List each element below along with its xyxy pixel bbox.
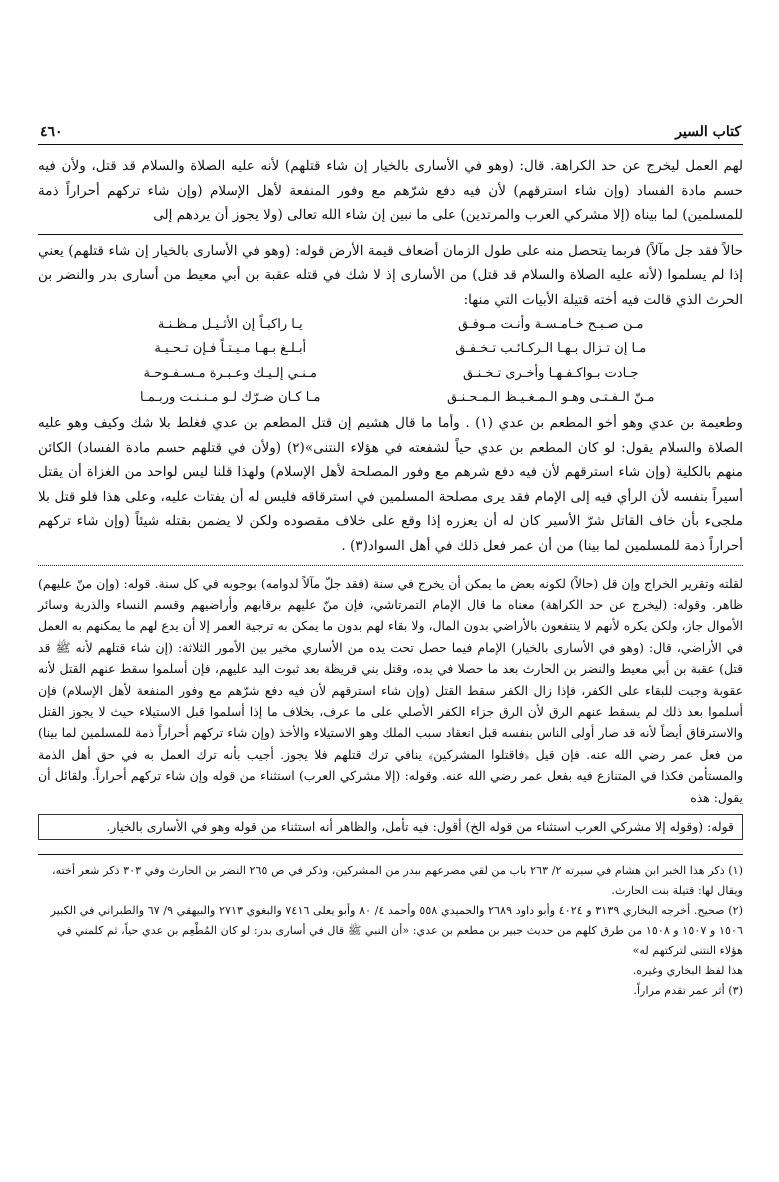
second-commentary: لقلته وتقرير الخراج وإن قل (حالاً) لكونه بعض ما يمكن أن يخرج في سنة (فقد جلّ مآلاً لدوامه) بوجوبه في كل سنة. قوله: (وإن منّ عليهم) ظاهر. وقوله: (ليخرج عن حد الكراهة) معناه ما قال الإمام التمرتاشي، فإن منّ عليهم برقابهم وأراضيهم وقسم النساء والذرية وسائر الأموال جاز، ولكن يكره لأنهم لا ينتفعون بالأراضي بدون المال، ولا بقاء لهم بدون ما يمكن به ترجية العمر إلا أن يدع لهم ما يمكنهم به العمل في الأراضي، قال: (وهو في الأسارى بالخيار) الإمام فيما حصل تحت يده من الأساري مخير بين الأمور الثلاثة: (إن شاء قتلهم لأنه ﷺ قد قتل) عقبة بن أبي معيط والنضر بن الحارث بعد ما حصلا في يده، وقتل بني قريظة بعد ثبوت اليد عليهم، فإن أسلموا سقط عنهم القتل لأنه عقوبة وجبت للبقاء على الكفر، فإذا زال الكفر سقط القتل (وإن شاء استرقهم لأن فيه دفع شرّهم مع وفور المنفعة لأهل الإسلام) فإن أسلموا بعد ذلك لم يسقط عنهم الرق لأن الرق جزاء الكفر الأصلي على ما عرف، بخلاف ما إذا أسلموا قبل الاستيلاء حيث لا يجوز القتل والاسترقاق أيضاً لأنه قد صار أولى الناس بنفسه قبل انعقاد سبب الملك وهو الاستيلاء والأخذ (وإن شاء تركهم أحراراً ذمة للمسلمين لما بينا) من فعل عمر رضي الله عنه. فإن قيل ﴿فاقتلوا المشركين﴾ ينافي ترك قتلهم فلا يجوز. أجيب بأنه ترك العمل به في حق أهل الذمة والمستأمن فكذا في المتنازع فيه بفعل عمر رضي الله عنه. وقوله: (إلا مشركي العرب) استثناء من قوله وإن شاء تركهم أحراراً. ولقائل أن يقول: هذه: [38, 575, 743, 805]
poem-verse: مـنّ الـفـتـى وهـو الـمـغـيـظ الـمـحـنـق: [446, 390, 655, 406]
page-number: ٤٦٠: [40, 124, 63, 140]
poem-verse: مـا إن تـزال بـهـا الـركـائـب تـخـفـق: [455, 341, 647, 357]
main-text: لهم العمل ليخرج عن حد الكراهة. قال: (وهو في الأسارى بالخيار إن شاء قتلهم) لأنه عليه الصلاة والسلام قد قتل، ولأن فيه حسم مادة الفساد (وإن شاء استرقهم) لأن فيه دفع شرّهم مع وفور المنفعة لأهل الإسلام (وإن شاء تركهم أحراراً ذمة للمسلمين) لما بيناه (إلا مشركي العرب والمرتدين) على ما نبين إن شاء الله تعالى (ولا يجوز أن يردهم إلى: [38, 158, 743, 224]
poem-verse: جـادت بـواكـفـهـا وأخـرى تـخـنـق: [463, 365, 639, 381]
poem-verse: مـا كـان ضـرّك لـو مـنـنـت وربـمـا: [140, 390, 321, 406]
footnote: (٣) أثر عمر تقدم مراراً.: [633, 983, 743, 997]
poem: [38, 313, 743, 411]
commentary-intro: حالاً فقد جل مآلاً) فربما يتحصل منه على طول الزمان أضعاف قيمة الأرض قوله: (وهو في الأسارى بالخيار إن شاء قتلهم) يعني إذا لم يسلموا (لأنه عليه الصلاة والسلام قد قتل) من الأسارى إذ لا شك في قتله عقبة بن أبي معيط من أسارى بدر والنضر بن الحرث الذي قالت فيه أخته قتيلة الأبيات التي منها:: [38, 242, 743, 308]
footnote: (٢) صحيح. أخرجه البخاري ٣١٣٩ و ٤٠٢٤ وأبو داود ٢٦٨٩ والحميدي ٥٥٨ وأحمد ٤/ ٨٠ وأبو يعلى ٧٤١٦ والبغوي ٢٧١٣ والبيهقي ٩/ ٦٧ والطبراني في الكبير ١٥٠٦ و ١٥٠٧ و ١٥٠٨ من طرق كلهم من حديث جبير بن مطعم بن عدي: «أن النبي ﷺ قال في أسارى بدر: لو كان المُطْعِم بن عدي حياً، ثم كلمني في هؤلاء النتنى لتركتهم له»: [50, 903, 743, 957]
commentary-section: [38, 239, 743, 559]
footnote: هذا لفظ البخاري وغيره.: [632, 963, 743, 977]
footnote-divider: [38, 854, 743, 855]
page: [38, 118, 743, 1001]
commentary-continuation: وطعيمة بن عدي وهو أخو المطعم بن عدي (١) . وأما ما قال هشيم إن قتل المطعم بن عدي فغلط بلا شك وكيف وهو عليه الصلاة والسلام يقول: لو كان المطعم بن عدي حياً لشفعته في هؤلاء النتنى»(٢) (ولأن في قتلهم حسم مادة الفساد) الكائن منهم بالكلية (وإن شاء استرقهم لأن فيه دفع شرهم مع وفور المصلحة لأهل الإسلام) ولهذا قلنا ليس لواحد من الغزاة أن يقتل أسيراً بنفسه لأن الرأي فيه إلى الإمام فقد يرى مصلحة المسلمين في استرقاقه فليس له أن يفتات عليه، وعلى هذا فلو قتل بلا ملجىء بأن خاف القاتل شرّ الأسير كان له أن يعزره إذا وقع على خلاف مقصوده ولكن لا يضمن بقتله شيئاً (وإن شاء تركهم أحراراً ذمة للمسلمين لما بينا) من أن عمر فعل ذلك في أهل السواد(٣) .: [38, 414, 743, 554]
poem-verse: مـن صـبـح خـامـسـة وأنـت مـوفـق: [457, 316, 644, 332]
book-title: كتاب السير: [675, 124, 741, 140]
footnote: (١) ذكر هذا الخبر ابن هشام في سيرته ٢/ ٢٦٣ باب من لقي مصرعهم ببدر من المشركين، وذكر في ص ٢٦٥ النضر بن الحارث وفي ٣٠٣ ذكر شعر أخته، ويقال لها: قتيلة بنت الحارث.: [52, 863, 743, 897]
footnotes: [38, 861, 743, 1001]
poem-verse: مـنـي إلـيـك وعـبـرة مـسـفـوحـة: [143, 365, 317, 381]
section-divider: [38, 234, 743, 235]
boxed-note: [38, 814, 743, 840]
boxed-note-text: قوله: (وقوله إلا مشركي العرب استثناء من قوله الخ) أقول: فيه تأمل، والظاهر أنه استثناء من قوله وهو في الأسارى بالخيار.: [106, 818, 734, 834]
poem-verse: أبـلـغ بـهـا مـيـتـاً فـإن تـحـيـة: [154, 341, 307, 357]
poem-verse: يـا راكبـاً إن الأثـيـل مـظـنـة: [157, 316, 303, 332]
page-header: [38, 118, 743, 145]
dotted-divider: [38, 565, 743, 566]
